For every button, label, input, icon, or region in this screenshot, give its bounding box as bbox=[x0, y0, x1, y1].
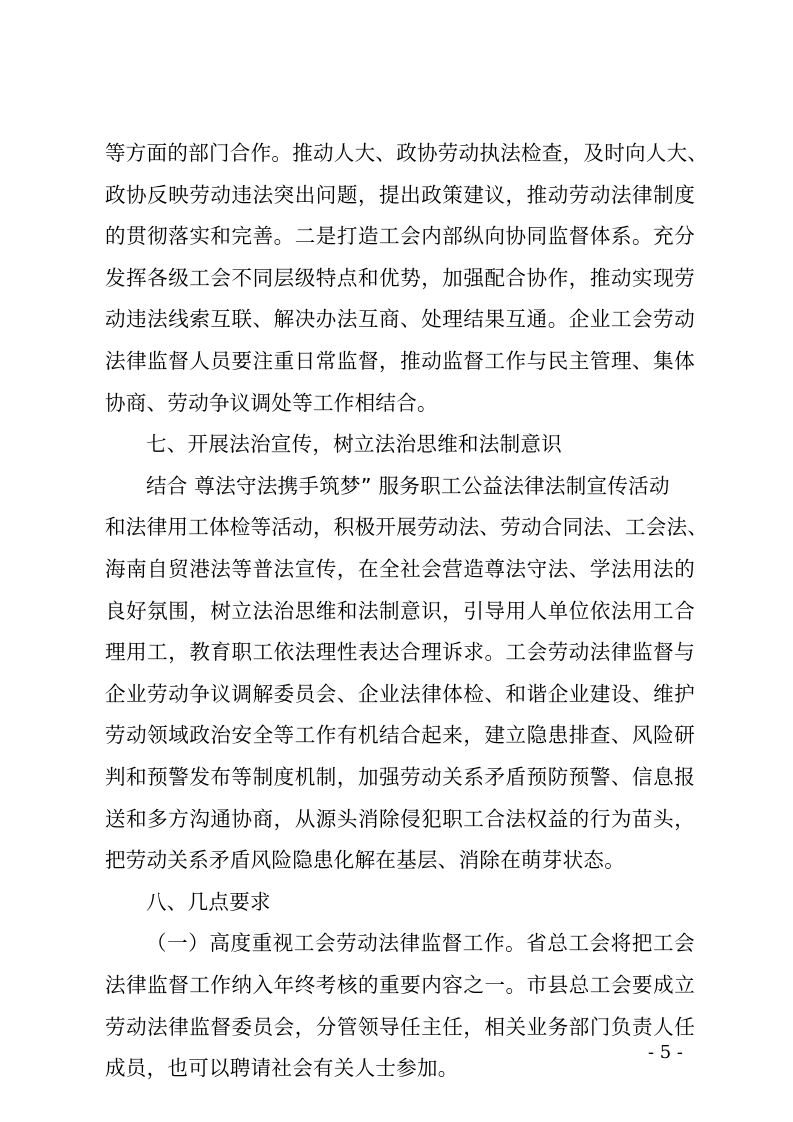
paragraph-2-line-9: 送和多方沟通协商，从源头消除侵犯职工合法权益的行为苗头， bbox=[105, 806, 695, 831]
paragraph-2-line-6: 企业劳动争议调解委员会、企业法律体检、和谐企业建设、维护 bbox=[105, 681, 695, 706]
paragraph-2-line-2: 和法律用工体检等活动，积极开展劳动法、劳动合同法、工会法、 bbox=[105, 515, 709, 540]
paragraph-2-line-7: 劳动领域政治安全等工作有机结合起来，建立隐患排查、风险研 bbox=[105, 723, 695, 748]
section-heading-8: 八、几点要求 bbox=[146, 889, 271, 914]
paragraph-3-line-3: 劳动法律监督委员会，分管领导任主任，相关业务部门负责人任 bbox=[105, 1014, 695, 1039]
paragraph-2-line-10: 把劳动关系矛盾风险隐患化解在基层、消除在萌芽状态。 bbox=[105, 848, 625, 873]
paragraph-1-line-5: 动违法线索互联、解决办法互商、处理结果互通。企业工会劳动 bbox=[105, 307, 695, 332]
paragraph-3-line-2: 法律监督工作纳入年终考核的重要内容之一。市县总工会要成立 bbox=[105, 973, 695, 997]
page-number: - 5 - bbox=[647, 1042, 683, 1063]
paragraph-1-line-2: 政协反映劳动违法突出问题，提出政策建议，推动劳动法律制度 bbox=[105, 182, 695, 207]
paragraph-3-line-4: 成员，也可以聘请社会有关人士参加。 bbox=[105, 1056, 459, 1081]
paragraph-3-line-1: （一）高度重视工会劳动法律监督工作。省总工会将把工会 bbox=[146, 931, 695, 956]
paragraph-1-line-6: 法律监督人员要注重日常监督，推动监督工作与民主管理、集体 bbox=[105, 349, 695, 373]
paragraph-2-line-3: 海南自贸港法等普法宣传，在全社会营造尊法守法、学法用法的 bbox=[105, 557, 695, 581]
paragraph-1-line-1: 等方面的部门合作。推动人大、政协劳动执法检查，及时向人大、 bbox=[105, 141, 709, 165]
paragraph-1-line-3: 的贯彻落实和完善。二是打造工会内部纵向协同监督体系。充分 bbox=[105, 224, 695, 249]
paragraph-1-line-4: 发挥各级工会不同层级特点和优势，加强配合协作，推动实现劳 bbox=[105, 265, 695, 290]
paragraph-2-line-5: 理用工，教育职工依法理性表达合理诉求。工会劳动法律监督与 bbox=[105, 640, 695, 665]
paragraph-2-line-4: 良好氛围，树立法治思维和法制意识，引导用人单位依法用工合 bbox=[105, 598, 695, 623]
paragraph-1-line-7: 协商、劳动争议调处等工作相结合。 bbox=[105, 390, 438, 415]
paragraph-2-line-8: 判和预警发布等制度机制，加强劳动关系矛盾预防预警、信息报 bbox=[105, 765, 695, 789]
paragraph-2-line-1: 结合 尊法守法携手筑梦” 服务职工公益法律法制宣传活动 bbox=[146, 473, 670, 498]
section-heading-7: 七、开展法治宣传，树立法治思维和法制意识 bbox=[146, 432, 562, 457]
